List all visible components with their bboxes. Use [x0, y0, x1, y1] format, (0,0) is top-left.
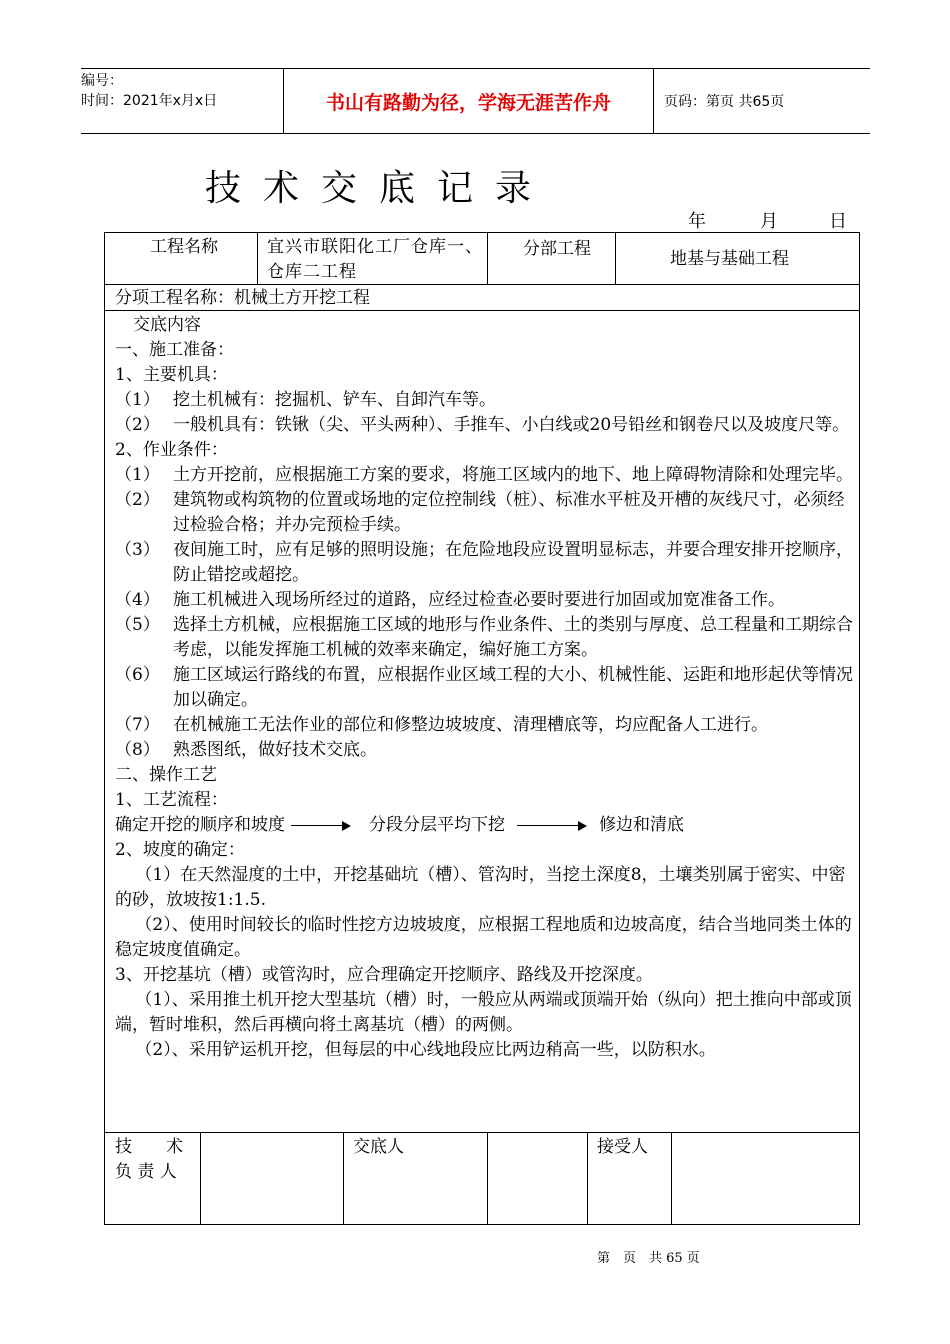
paragraph: （1）、采用推土机开挖大型基坑（槽）时，一般应从两端或顶端开始（纵向）把土推向中部或顶端，暂时堆积，然后再横向将土离基坑（槽）的两侧。	[115, 990, 852, 1035]
flow-step-1: 确定开挖的顺序和坡度	[115, 815, 285, 835]
content-heading: 交底内容	[133, 315, 201, 335]
list-item	[115, 738, 855, 763]
section-list	[115, 338, 855, 813]
section-heading: 1、主要机具：	[115, 365, 228, 385]
receiver-label: 接受人	[597, 1137, 648, 1157]
item-number: （2）	[115, 415, 160, 435]
tech-lead-label-line2: 负 责 人	[115, 1162, 177, 1182]
paragraph: （2）、采用铲运机开挖，但每层的中心线地段应比两边稍高一些，以防积水。	[135, 1040, 716, 1060]
item-number: （7）	[115, 715, 160, 735]
list-item	[115, 588, 855, 613]
item-number: （1）	[115, 465, 160, 485]
sub-project-value: 地基与基础工程	[670, 249, 789, 269]
item-number: （3）	[115, 540, 160, 560]
flow-step-2: 分段分层平均下挖	[369, 815, 505, 835]
header-left-cell	[81, 69, 283, 133]
section-heading: 二、操作工艺	[115, 765, 217, 785]
col-divider	[487, 1132, 488, 1224]
discloser-label: 交底人	[353, 1137, 404, 1157]
list-item	[115, 538, 855, 588]
sign-row-divider	[105, 1132, 859, 1133]
code-label: 编号：	[81, 73, 123, 89]
col-divider	[487, 233, 488, 284]
flow-arrow-icon	[517, 821, 587, 831]
list-item	[115, 413, 855, 438]
item-text: 挖土机械有：挖掘机、铲车、自卸汽车等。	[173, 390, 496, 410]
section-heading: 3、开挖基坑（槽）或管沟时，应合理确定开挖顺序、路线及开挖深度。	[115, 965, 653, 985]
project-name-value: 宜兴市联阳化工厂仓库一、仓库二工程	[267, 237, 483, 282]
motto: 书山有路勤为径，学海无涯苦作舟	[283, 69, 654, 133]
item-text: 施工机械进入现场所经过的道路，应经过检查必要时要进行加固或加宽准备工作。	[173, 590, 785, 610]
page-info: 页码：第页 共65页	[664, 94, 785, 110]
header-table	[81, 68, 870, 134]
item-number: （6）	[115, 665, 160, 685]
process-flow	[115, 813, 855, 838]
item-number: （2）	[115, 490, 160, 510]
item-name-line: 分项工程名称：机械土方开挖工程	[115, 288, 370, 308]
col-divider	[257, 233, 258, 284]
col-divider	[587, 1132, 588, 1224]
sub-project-label: 分部工程	[523, 239, 591, 259]
list-item	[115, 463, 855, 488]
tech-lead-label-line1: 技 术	[115, 1137, 183, 1157]
list-item	[115, 613, 855, 663]
section-heading: 1、工艺流程：	[115, 790, 228, 810]
item-text: 建筑物或构筑物的位置或场地的定位控制线（桩）、标准水平桩及开槽的灰线尺寸，必须经过检验合格；并办完预检手续。	[173, 490, 845, 535]
date-month-label: 月	[760, 211, 778, 232]
item-text: 夜间施工时，应有足够的照明设施；在危险地段应设置明显标志，并要合理安排开挖顺序，防止错挖或超挖。	[173, 540, 853, 585]
section-list-2	[115, 838, 855, 1063]
list-item	[115, 488, 855, 538]
section-heading: 2、坡度的确定：	[115, 840, 245, 860]
item-number: （8）	[115, 740, 160, 760]
flow-arrow-icon	[291, 821, 351, 831]
item-text: 选择土方机械，应根据施工区域的地形与作业条件、土的类别与厚度、总工程量和工期综合考虑，以能发挥施工机械的效率来确定，编好施工方案。	[173, 615, 853, 660]
disclosure-content	[115, 313, 855, 1063]
section-heading: 2、作业条件：	[115, 440, 228, 460]
paragraph: （1）在天然湿度的土中，开挖基础坑（槽）、管沟时，当挖土深度8，土壤类别属于密实、中密的砂，放坡按1:1.5.	[115, 865, 846, 910]
col-divider	[343, 1132, 344, 1224]
paragraph: （2）、使用时间较长的临时性挖方边坡坡度，应根据工程地质和边坡高度，结合当地同类土体的稳定坡度值确定。	[115, 915, 852, 960]
item-text: 施工区域运行路线的布置，应根据作业区域工程的大小、机械性能、运距和地形起伏等情况加以确定。	[173, 665, 853, 710]
col-divider	[671, 1132, 672, 1224]
list-item	[115, 388, 855, 413]
page-footer: 第 页 共 65 页	[597, 1251, 700, 1266]
project-name-label: 工程名称	[150, 237, 218, 257]
item-text: 土方开挖前，应根据施工方案的要求，将施工区域内的地下、地上障碍物清除和处理完毕。	[173, 465, 853, 485]
date-line: 时间：2021年x月x日	[81, 93, 218, 109]
item-text: 一般机具有：铁锹（尖、平头两种）、手推车、小白线或20号铅丝和钢卷尺以及坡度尺等。	[173, 415, 850, 435]
list-item	[115, 713, 855, 738]
page-title: 技术交底记录	[205, 168, 554, 209]
item-text: 熟悉图纸，做好技术交底。	[173, 740, 377, 760]
disclosure-form	[104, 232, 860, 1225]
item-number: （4）	[115, 590, 160, 610]
item-number: （1）	[115, 390, 160, 410]
flow-step-3: 修边和清底	[599, 815, 684, 835]
date-year-label: 年	[688, 211, 706, 232]
list-item	[115, 663, 855, 713]
date-day-label: 日	[829, 211, 847, 232]
item-text: 在机械施工无法作业的部位和修整边坡坡度、清理槽底等，均应配备人工进行。	[173, 715, 768, 735]
col-divider	[615, 233, 616, 284]
col-divider	[200, 1132, 201, 1224]
item-number: （5）	[115, 615, 160, 635]
section-heading: 一、施工准备：	[115, 340, 234, 360]
